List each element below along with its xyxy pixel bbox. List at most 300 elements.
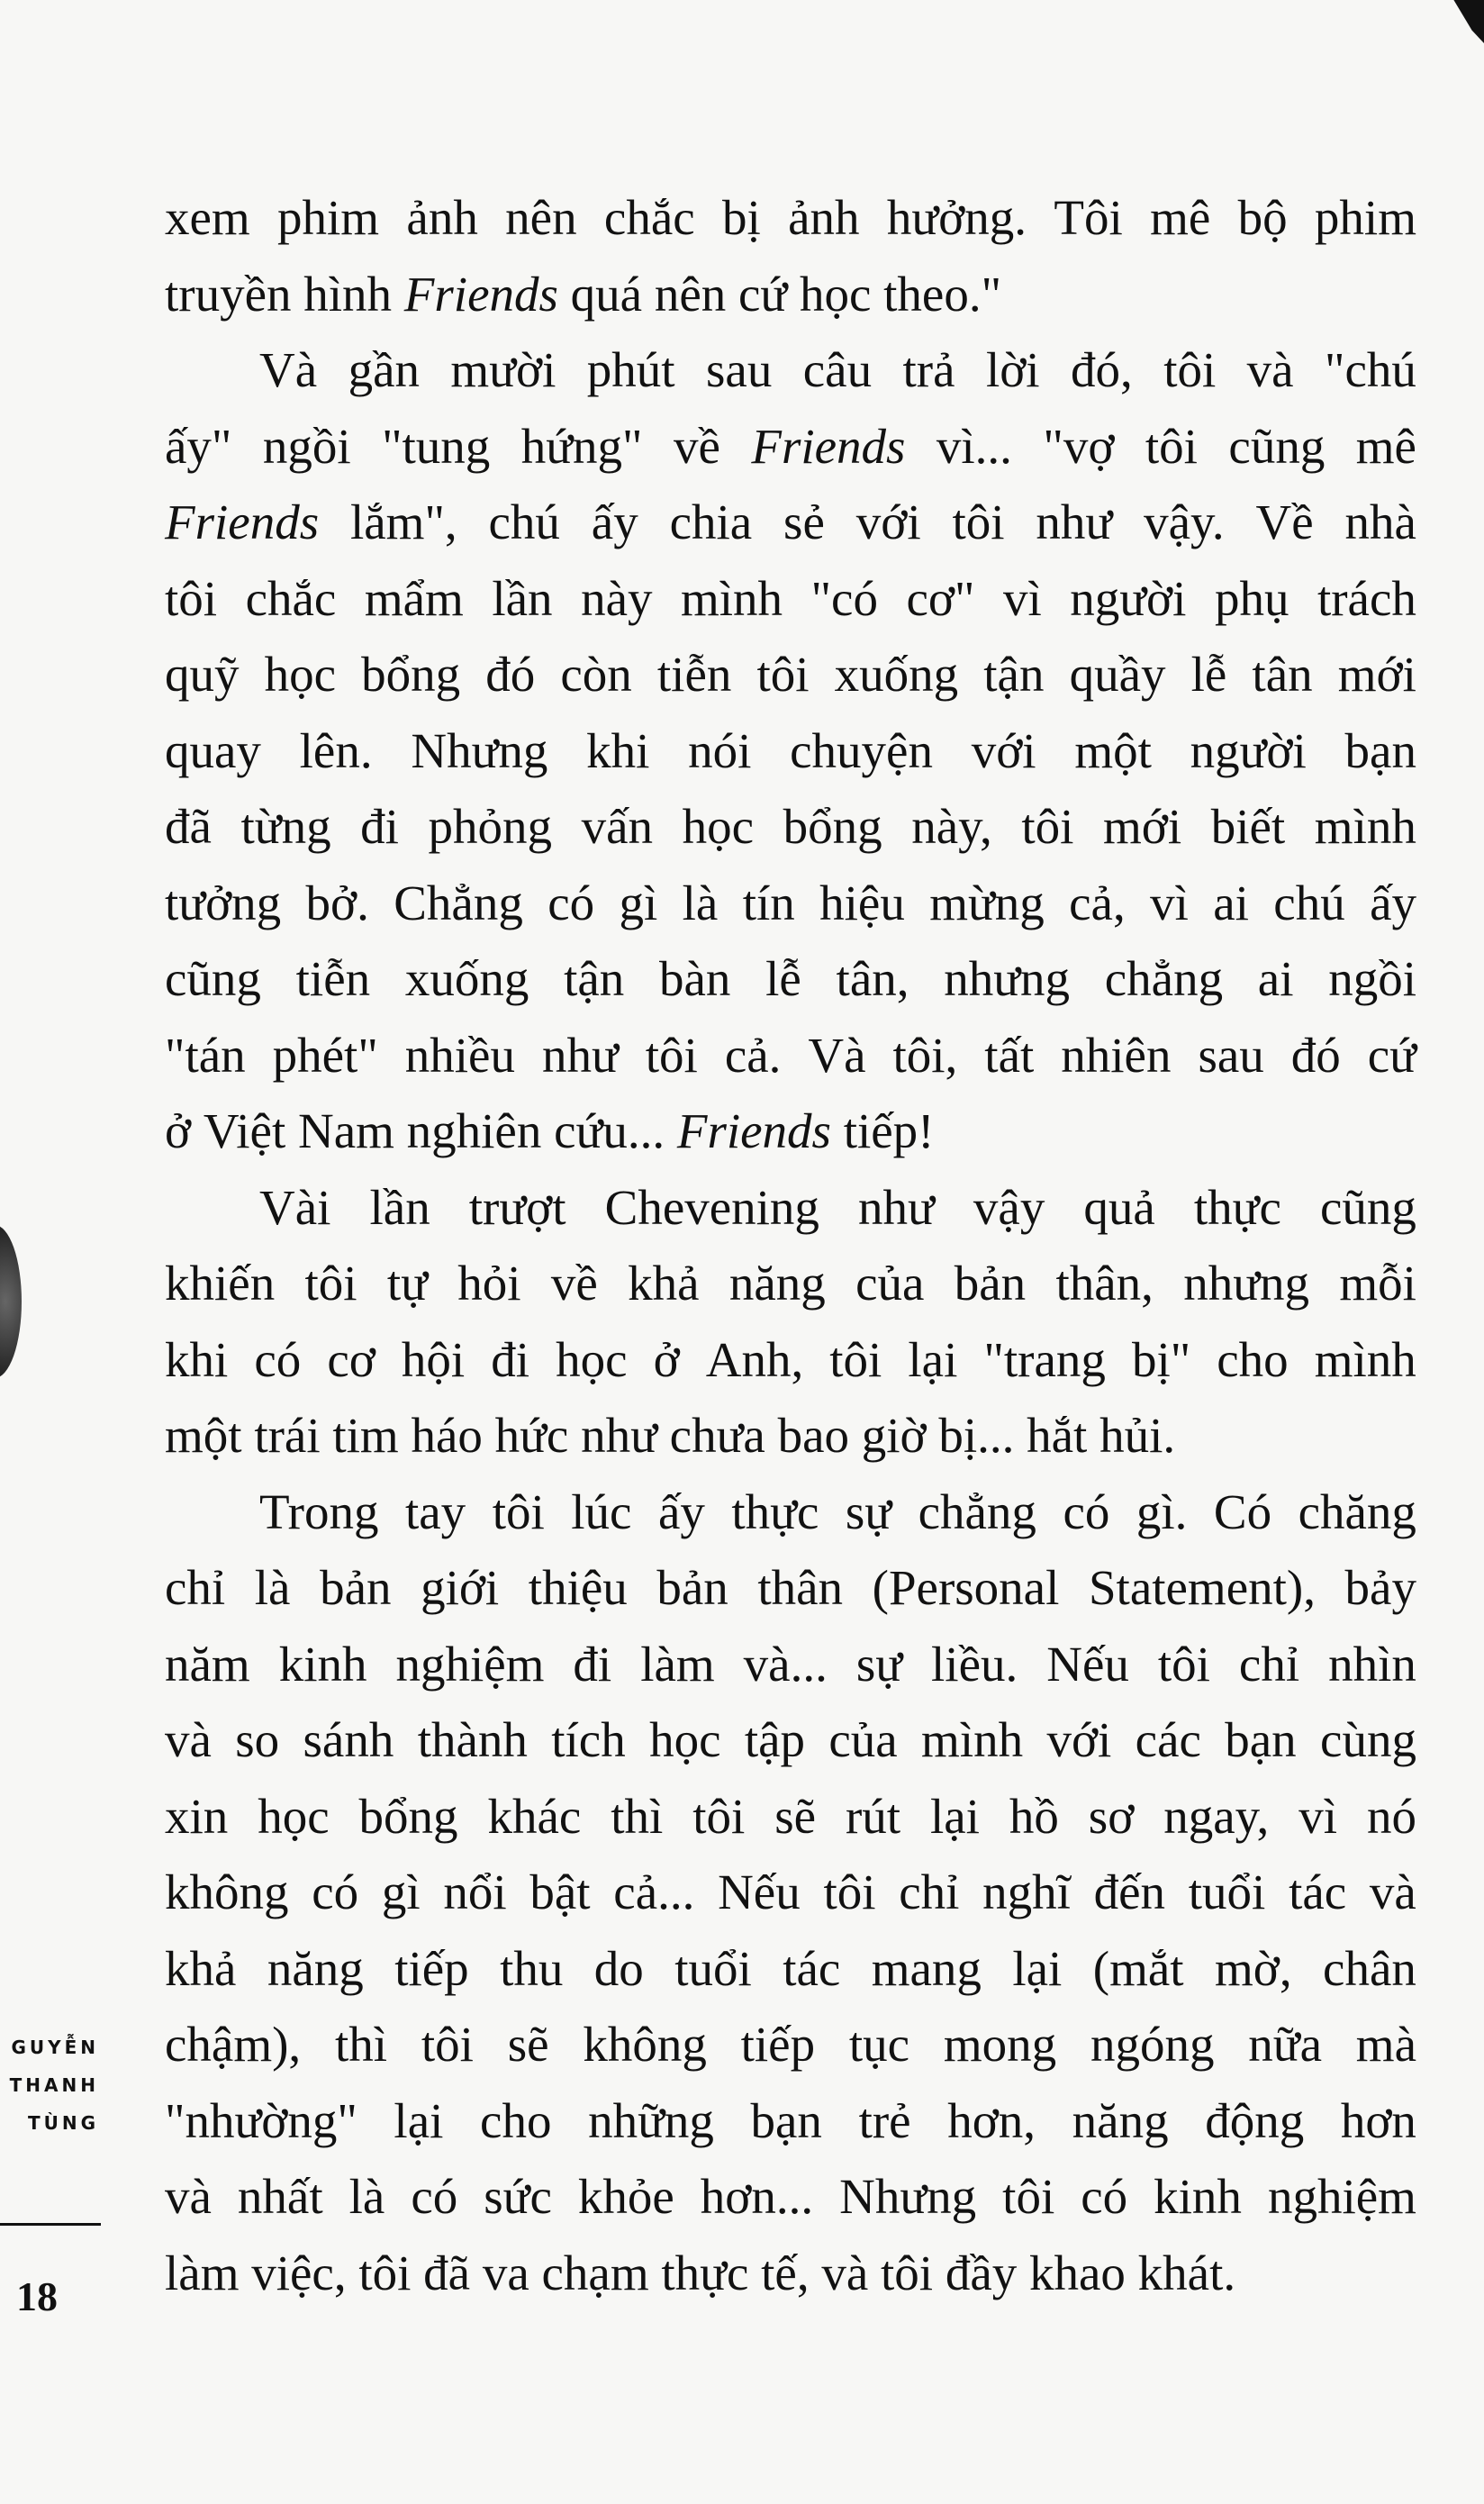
word: tiếp! (843, 1103, 935, 1158)
word: đi (360, 799, 399, 854)
text-line (165, 866, 1416, 942)
word: tuổi (1188, 1864, 1266, 1919)
word: "nhường" (165, 2092, 357, 2148)
word: những (588, 2092, 714, 2148)
word: phim (1314, 190, 1416, 245)
word: Anh, (705, 1331, 804, 1387)
word: quầy (1069, 647, 1166, 702)
word: chú (488, 494, 560, 549)
word-space (1126, 2236, 1138, 2312)
word: bạn (750, 2092, 822, 2148)
word: gần (348, 342, 420, 397)
word-space (394, 1093, 407, 1170)
italic-word: Friends (751, 418, 906, 474)
word: phút (586, 342, 675, 397)
author-line: GUYỄN (11, 2037, 99, 2058)
word: vì... (936, 418, 1012, 474)
word-space (483, 1398, 495, 1474)
word: theo." (883, 266, 1002, 322)
word: Nếu (1046, 1636, 1129, 1692)
word: tận (564, 951, 625, 1006)
word: tim (332, 1408, 399, 1463)
word: (Personal (872, 1560, 1060, 1615)
word: mờ, (1214, 1940, 1292, 1996)
word: cũng (1320, 1179, 1416, 1235)
word: nghiên (406, 1103, 542, 1158)
word-space (933, 2236, 946, 2312)
word: xem (165, 190, 250, 245)
word: tôi (823, 1864, 876, 1919)
word: tưởng (165, 875, 282, 930)
word: người (1070, 570, 1187, 626)
word: khao (1028, 2245, 1126, 2300)
word: chắc (603, 190, 695, 245)
word-space (831, 1093, 844, 1170)
word: học (264, 647, 337, 702)
word: bổng (783, 799, 882, 854)
word: bị... (938, 1408, 1015, 1463)
word: hắt (1027, 1408, 1088, 1463)
word: lại (908, 1331, 958, 1387)
word: tôi (952, 494, 1005, 549)
word: tôi (421, 2017, 474, 2072)
word: thân, (1055, 1256, 1154, 1311)
word-space (748, 2236, 761, 2312)
word: động (1205, 2092, 1305, 2148)
word: có (411, 2169, 458, 2224)
word: học (556, 1331, 628, 1387)
word: hiệu (819, 875, 905, 930)
word: vì (1150, 875, 1189, 930)
word: ấy (1370, 875, 1416, 930)
word: đến (1093, 1864, 1166, 1919)
word: học (649, 1712, 721, 1767)
text-line (165, 1474, 1416, 1551)
word: như (581, 1408, 657, 1463)
word: sức (484, 2169, 552, 2224)
corner-edge-mark (1441, 0, 1484, 43)
word: cứ (1367, 1027, 1416, 1083)
word: vì (1002, 570, 1042, 626)
word: tôi (1021, 799, 1074, 854)
word: ngồi (262, 418, 351, 474)
word: gì (619, 875, 658, 930)
word: hưởng. (886, 190, 1027, 245)
word: mong (943, 2017, 1057, 2072)
word-space (239, 2236, 251, 2312)
word: sẽ (507, 2017, 549, 2072)
word: tôi (358, 2245, 412, 2300)
word: khỏe (577, 2169, 674, 2224)
word: nhà (1344, 494, 1416, 549)
word: một (1074, 722, 1152, 778)
word: Nhưng (411, 722, 548, 778)
word: này, (911, 799, 992, 854)
word: này (581, 570, 653, 626)
word: các (1135, 1712, 1201, 1767)
word: hơn (1340, 2092, 1416, 2148)
word: nghiệm (1267, 2169, 1416, 2224)
word-space (292, 257, 304, 333)
word: tân, (836, 951, 909, 1006)
word: vậy (973, 1179, 1045, 1235)
text-line (165, 2083, 1416, 2160)
word: bộ (1237, 190, 1288, 245)
word: tôi (645, 1027, 698, 1083)
word: mình (921, 1712, 1024, 1767)
word-space (392, 257, 404, 333)
word: và (1369, 1864, 1416, 1919)
word: nổi (443, 1864, 507, 1919)
paragraph (165, 180, 1416, 332)
word: lễ (765, 951, 801, 1006)
word: về (673, 418, 720, 474)
word: chú (1273, 875, 1345, 930)
word: ngồi (1328, 951, 1416, 1006)
text-line (165, 2007, 1416, 2083)
word: Nhưng (839, 2169, 977, 2224)
word: tôi (304, 1256, 357, 1311)
word: giờ (861, 1408, 927, 1463)
word: trượt (468, 1179, 566, 1235)
word: nó (1366, 1788, 1416, 1844)
word-space (191, 1093, 204, 1170)
word: thiệu (528, 1560, 628, 1615)
word: "vợ (1043, 418, 1115, 474)
paragraph (165, 1474, 1416, 2312)
word: gì. (1136, 1483, 1188, 1539)
word: sự (855, 1636, 903, 1692)
word: khả (165, 1940, 237, 1996)
word-space (411, 2236, 423, 2312)
word: năng (728, 1256, 826, 1311)
author-line: TÙNG (27, 2112, 99, 2134)
italic-word: Friends (165, 494, 320, 549)
word: tôi (692, 1788, 746, 1844)
word: bị" (1131, 1331, 1191, 1387)
word-space (871, 257, 883, 333)
word: còn (560, 647, 632, 702)
word: năng (267, 1940, 364, 1996)
word: và (1246, 342, 1294, 397)
word: hức (494, 1408, 569, 1463)
word: quay (165, 722, 261, 778)
word: tế, (761, 2245, 810, 2300)
word: Có (1213, 1483, 1272, 1539)
word: nhưng (1183, 1256, 1310, 1311)
word-space (321, 1398, 333, 1474)
word: một (165, 1408, 242, 1463)
word-space (849, 1398, 862, 1474)
text-line (165, 1855, 1416, 1931)
word: Và (808, 1027, 866, 1083)
page-number: 18 (16, 2273, 58, 2319)
word: ai (1257, 951, 1294, 1006)
word: học (799, 266, 872, 322)
word: trách (1317, 570, 1416, 626)
word: học (682, 799, 755, 854)
text-line (165, 941, 1416, 1018)
word: Nam (297, 1103, 394, 1158)
word: tiếp (740, 2017, 816, 2072)
text-line (165, 637, 1416, 713)
word: câu (802, 342, 873, 397)
word: xin (165, 1788, 229, 1844)
word: thì (334, 2017, 388, 2072)
word: trẻ (858, 2092, 911, 2148)
word: ấy (657, 1483, 705, 1539)
word: đã (423, 2245, 471, 2300)
word: (mắt (1092, 1940, 1184, 1996)
word: học (258, 1788, 330, 1844)
sidebar-divider (0, 2223, 101, 2226)
word: kinh (1154, 2169, 1242, 2224)
word: cứu... (554, 1103, 665, 1158)
word: mê (1150, 190, 1211, 245)
word: mỗi (1339, 1256, 1416, 1311)
word-space (665, 1093, 677, 1170)
word: tục (848, 2017, 910, 2072)
word: mười (450, 342, 556, 397)
word: ấy (591, 494, 638, 549)
word: làm (640, 1636, 715, 1692)
word-space (810, 2236, 822, 2312)
text-line (165, 1627, 1416, 1703)
text-line (165, 409, 1416, 485)
word: nữa (1248, 2017, 1322, 2072)
word: tôi (165, 570, 218, 626)
word: lần (492, 570, 553, 626)
word: thu (500, 1940, 564, 1996)
word: trái (254, 1408, 321, 1463)
word: ở (653, 1331, 680, 1387)
word: cơ (327, 1331, 376, 1387)
word-space (927, 1398, 939, 1474)
text-line (165, 1779, 1416, 1855)
word: thành (417, 1712, 528, 1767)
word: tập (744, 1712, 806, 1767)
word: vì (1298, 1788, 1338, 1844)
word: háo (411, 1408, 483, 1463)
word: sau (706, 342, 773, 397)
word: Nếu (718, 1864, 801, 1919)
word: Tôi (1054, 190, 1123, 245)
text-line (165, 713, 1416, 790)
word: là (348, 2169, 385, 2224)
word: nên (654, 266, 727, 322)
word: sẽ (774, 1788, 817, 1844)
word-space (642, 257, 655, 333)
word: như (858, 1179, 935, 1235)
word: có (547, 875, 595, 930)
word: chậm), (165, 2017, 302, 2072)
word-space (541, 1093, 554, 1170)
word: cho (480, 2092, 552, 2148)
word-space (765, 1398, 778, 1474)
word: lúc (571, 1483, 632, 1539)
word: về (550, 1256, 598, 1311)
word: cả. (724, 1027, 782, 1083)
binding-shadow (0, 1225, 22, 1378)
word: lên. (299, 722, 373, 778)
word: mới (1337, 647, 1416, 702)
word: bản (656, 1560, 728, 1615)
word-space (558, 257, 571, 333)
word-space (529, 2236, 542, 2312)
word: là (682, 875, 719, 930)
text-line (165, 257, 1416, 333)
word: chỉ (165, 1560, 226, 1615)
word: chuyện (790, 722, 933, 778)
text-line (165, 1018, 1416, 1094)
word: vậy. (1144, 494, 1225, 549)
word: Và (259, 342, 318, 397)
word: vấn (581, 799, 654, 854)
word-space (1017, 2236, 1029, 2312)
word: chạm (541, 2245, 649, 2300)
word: phét" (272, 1027, 378, 1083)
word: bàn (658, 951, 731, 1006)
word: chắc (245, 570, 337, 626)
word: mẩm (364, 570, 464, 626)
word: ngay, (1163, 1788, 1270, 1844)
author-name-sidebar (0, 2028, 99, 2142)
word-space (649, 2236, 662, 2312)
word: người (1190, 722, 1307, 778)
word: như (1036, 494, 1113, 549)
word: Chẳng (394, 875, 523, 930)
text-line (165, 789, 1416, 866)
word: cả... (613, 1864, 695, 1919)
word: nghĩ (982, 1864, 1071, 1919)
word: ảnh (788, 190, 860, 245)
word: đi (573, 1636, 612, 1692)
word: có (312, 1864, 359, 1919)
text-line (165, 1093, 1416, 1170)
word: ngóng (1090, 2017, 1215, 2072)
word: mình (681, 570, 783, 626)
word: lắm", (349, 494, 457, 549)
word: "chú (1325, 342, 1416, 397)
word: và (165, 2169, 212, 2224)
body-text (165, 180, 1416, 2311)
word: không (583, 2017, 707, 2072)
word: năng (1072, 2092, 1169, 2148)
word: cả, (1069, 875, 1126, 930)
word: của (855, 1256, 925, 1311)
word: thực (1193, 1179, 1281, 1235)
word: đầy (945, 2245, 1018, 2300)
word: chia (669, 494, 753, 549)
text-line (165, 1702, 1416, 1779)
word-space (285, 1093, 298, 1170)
word: việc, (251, 2245, 347, 2300)
word: gì (381, 1864, 421, 1919)
word: đó, (1071, 342, 1133, 397)
word: chăng (1298, 1483, 1416, 1539)
word: lại (394, 2092, 444, 2148)
word: nhất (237, 2169, 323, 2224)
word: tín (742, 875, 795, 930)
word: tôi (1002, 2169, 1055, 2224)
word: bở. (305, 875, 369, 930)
word: có (1063, 1483, 1110, 1539)
paragraph (165, 1170, 1416, 1474)
word: bật (529, 1864, 591, 1919)
word: chưa (669, 1408, 765, 1463)
word: tất (984, 1027, 1035, 1083)
word: bảy (1344, 1560, 1416, 1615)
word: chẳng (918, 1483, 1036, 1539)
word: bổng (358, 1788, 458, 1844)
word: tay (404, 1483, 466, 1539)
italic-word: Friends (403, 266, 558, 322)
word: mình (1314, 799, 1416, 854)
word-space (726, 257, 738, 333)
text-line (165, 1246, 1416, 1322)
word: khiến (165, 1256, 276, 1311)
word: thực (661, 2245, 749, 2300)
word: va (482, 2245, 529, 2300)
word: tác (1289, 1864, 1347, 1919)
word: phim (277, 190, 380, 245)
word: lễ (1190, 647, 1227, 702)
word: đi (491, 1331, 530, 1387)
word-space (1087, 1398, 1099, 1474)
word: ảnh (406, 190, 478, 245)
word: với (971, 722, 1036, 778)
word: tác (783, 1940, 841, 1996)
word: bạn (1225, 1712, 1297, 1767)
word: bản (320, 1560, 392, 1615)
text-line (165, 180, 1416, 257)
word: lại (1012, 1940, 1063, 1996)
word: kinh (278, 1636, 367, 1692)
text-line (165, 2159, 1416, 2236)
word: Về (1255, 494, 1314, 549)
word: tân (1252, 647, 1313, 702)
word: mới (1103, 799, 1182, 854)
word: hội (401, 1331, 466, 1387)
word: của (828, 1712, 898, 1767)
word: tuổi (674, 1940, 752, 1996)
word: chỉ (899, 1864, 960, 1919)
word: tích (551, 1712, 626, 1767)
word: như (541, 1027, 619, 1083)
word: tôi (1163, 342, 1217, 397)
word: ai (1213, 875, 1249, 930)
word: "trang (983, 1331, 1106, 1387)
word: nghiệm (395, 1636, 545, 1692)
word: sánh (303, 1712, 394, 1767)
word: hồ (1009, 1788, 1059, 1844)
word-space (568, 1398, 581, 1474)
text-line (165, 2236, 1416, 2312)
word: tiễn (295, 951, 371, 1006)
word: nhưng (944, 951, 1071, 1006)
word: tiễn (656, 647, 732, 702)
word-space (868, 2236, 881, 2312)
word: hình (303, 266, 393, 322)
word: làm (165, 2245, 240, 2300)
word: với (855, 494, 921, 549)
word: khi (586, 722, 650, 778)
word: và (165, 1712, 212, 1767)
word: mà (1355, 2017, 1416, 2072)
word: là (254, 1560, 291, 1615)
word: thì (611, 1788, 664, 1844)
word: bổng (361, 647, 461, 702)
